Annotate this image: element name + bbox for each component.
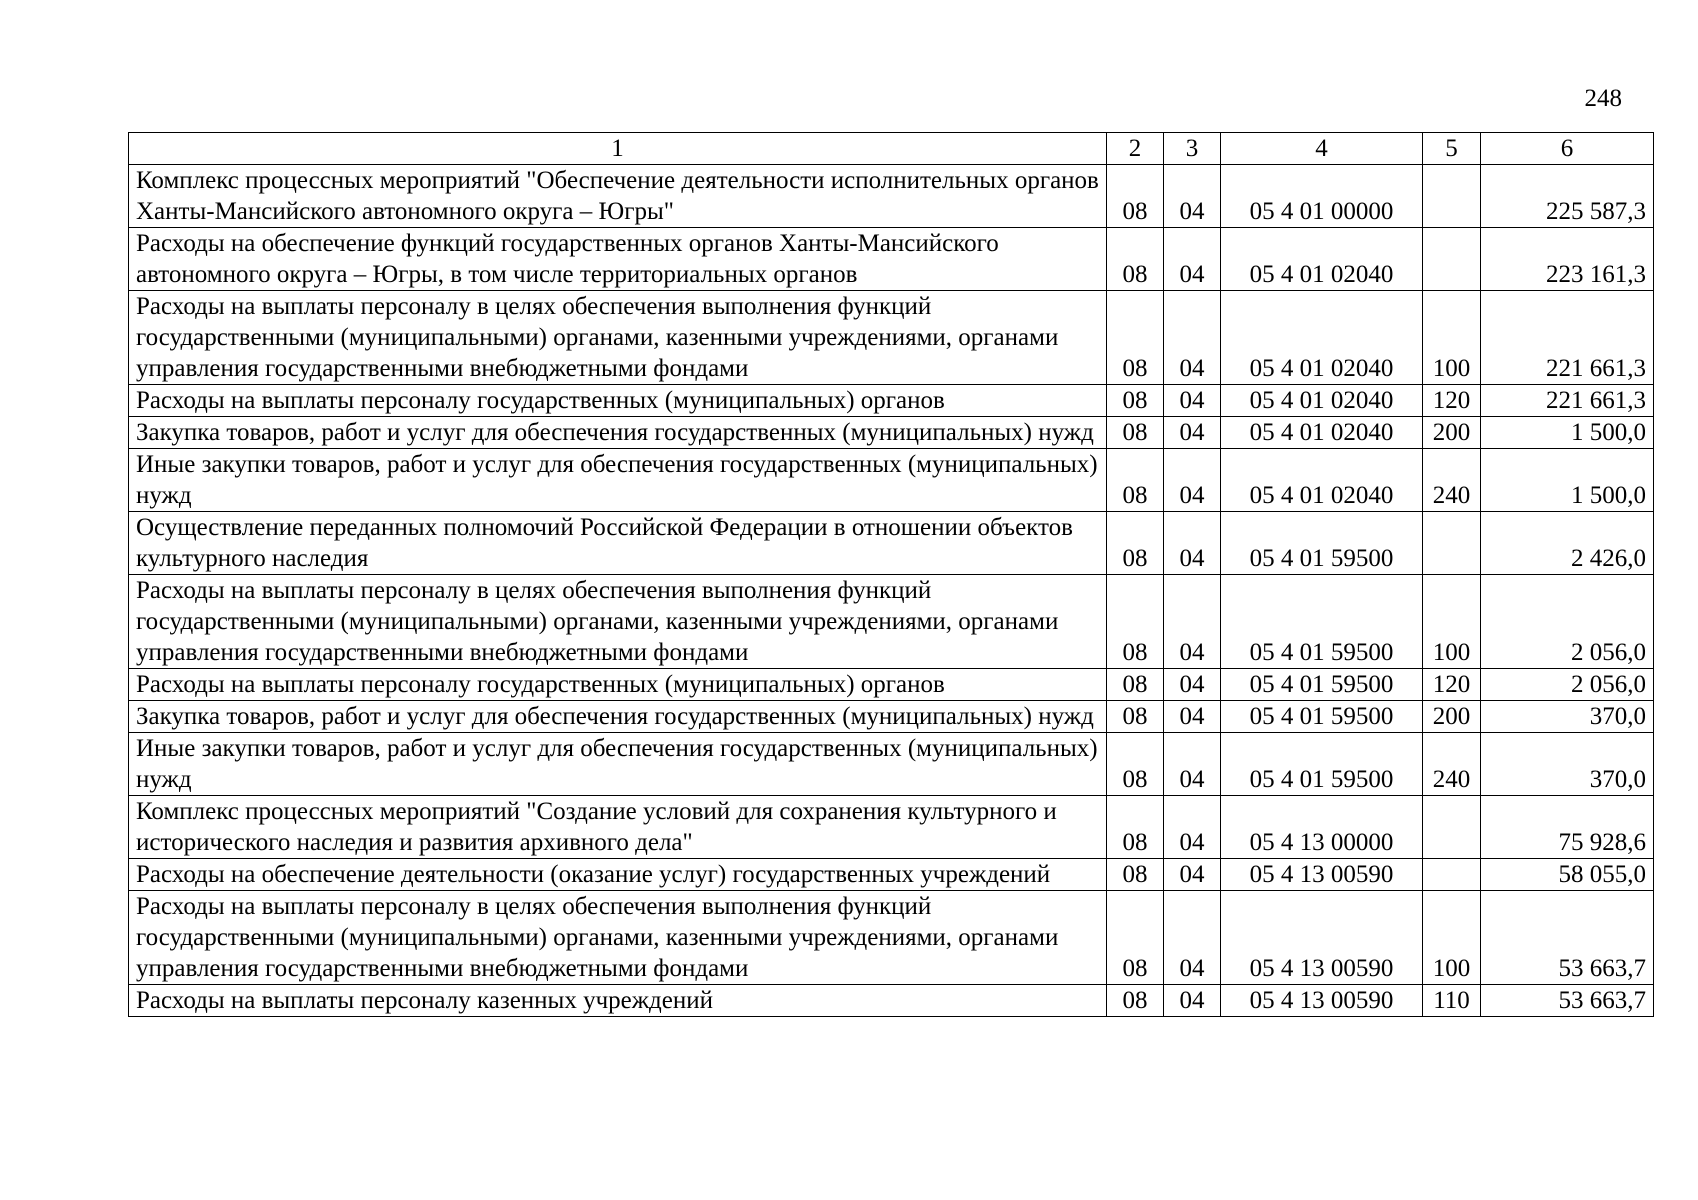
amount-cell: 75 928,6 [1481,796,1654,859]
name-cell: Иные закупки товаров, работ и услуг для обеспечения государственных (муниципальных) нужд [129,449,1107,512]
section-cell: 08 [1107,417,1164,449]
target-item-cell: 05 4 13 00590 [1221,859,1423,891]
table-row [129,891,1654,985]
name-cell: Расходы на выплаты персоналу государственных (муниципальных) органов [129,385,1107,417]
amount-cell: 53 663,7 [1481,985,1654,1017]
table-row [129,859,1654,891]
table-row [129,417,1654,449]
column-header-name: 1 [129,133,1107,165]
table-body [129,165,1654,1017]
section-cell: 08 [1107,891,1164,985]
subsection-cell: 04 [1164,733,1221,796]
amount-cell: 1 500,0 [1481,417,1654,449]
expense-type-cell [1423,859,1481,891]
expense-type-cell [1423,796,1481,859]
expense-type-cell: 240 [1423,449,1481,512]
subsection-cell: 04 [1164,891,1221,985]
name-cell: Комплекс процессных мероприятий "Создание условий для сохранения культурного и исторического наследия и развития архивного дела" [129,796,1107,859]
column-header-target-item: 4 [1221,133,1423,165]
budget-table [128,132,1654,1017]
section-cell: 08 [1107,228,1164,291]
table-row [129,165,1654,228]
subsection-cell: 04 [1164,796,1221,859]
expense-type-cell: 120 [1423,669,1481,701]
name-cell: Комплекс процессных мероприятий "Обеспечение деятельности исполнительных органов Ханты-Мансийского автономного округа – Югры" [129,165,1107,228]
name-cell: Закупка товаров, работ и услуг для обеспечения государственных (муниципальных) нужд [129,701,1107,733]
target-item-cell: 05 4 01 02040 [1221,449,1423,512]
subsection-cell: 04 [1164,385,1221,417]
table-row [129,228,1654,291]
target-item-cell: 05 4 01 59500 [1221,669,1423,701]
table-row [129,449,1654,512]
amount-cell: 370,0 [1481,701,1654,733]
name-cell: Расходы на выплаты персоналу в целях обеспечения выполнения функций государственными (муниципальными) органами, казенными учреждениями, органами управления государственными внебюджетными фондами [129,291,1107,385]
table-header-row [129,133,1654,165]
section-cell: 08 [1107,985,1164,1017]
target-item-cell: 05 4 13 00000 [1221,796,1423,859]
subsection-cell: 04 [1164,701,1221,733]
name-cell: Иные закупки товаров, работ и услуг для обеспечения государственных (муниципальных) нужд [129,733,1107,796]
subsection-cell: 04 [1164,417,1221,449]
section-cell: 08 [1107,859,1164,891]
table-row [129,733,1654,796]
amount-cell: 221 661,3 [1481,385,1654,417]
subsection-cell: 04 [1164,228,1221,291]
column-header-amount: 6 [1481,133,1654,165]
section-cell: 08 [1107,669,1164,701]
target-item-cell: 05 4 01 02040 [1221,417,1423,449]
page-number: 248 [1584,85,1622,112]
expense-type-cell: 240 [1423,733,1481,796]
name-cell: Расходы на обеспечение деятельности (оказание услуг) государственных учреждений [129,859,1107,891]
table-row [129,669,1654,701]
expense-type-cell: 100 [1423,891,1481,985]
name-cell: Расходы на выплаты персоналу в целях обеспечения выполнения функций государственными (муниципальными) органами, казенными учреждениями, органами управления государственными внебюджетными фондами [129,891,1107,985]
target-item-cell: 05 4 01 59500 [1221,733,1423,796]
amount-cell: 53 663,7 [1481,891,1654,985]
table-row [129,985,1654,1017]
expense-type-cell [1423,512,1481,575]
name-cell: Расходы на выплаты персоналу казенных учреждений [129,985,1107,1017]
target-item-cell: 05 4 01 59500 [1221,575,1423,669]
table-row [129,796,1654,859]
name-cell: Закупка товаров, работ и услуг для обеспечения государственных (муниципальных) нужд [129,417,1107,449]
subsection-cell: 04 [1164,575,1221,669]
table-row [129,512,1654,575]
column-header-section: 2 [1107,133,1164,165]
section-cell: 08 [1107,701,1164,733]
target-item-cell: 05 4 01 02040 [1221,385,1423,417]
amount-cell: 1 500,0 [1481,449,1654,512]
amount-cell: 223 161,3 [1481,228,1654,291]
name-cell: Расходы на обеспечение функций государственных органов Ханты-Мансийского автономного округа – Югры, в том числе территориальных органов [129,228,1107,291]
section-cell: 08 [1107,512,1164,575]
column-header-expense-type: 5 [1423,133,1481,165]
section-cell: 08 [1107,733,1164,796]
amount-cell: 225 587,3 [1481,165,1654,228]
amount-cell: 2 056,0 [1481,575,1654,669]
section-cell: 08 [1107,796,1164,859]
target-item-cell: 05 4 13 00590 [1221,891,1423,985]
amount-cell: 2 056,0 [1481,669,1654,701]
expense-type-cell: 110 [1423,985,1481,1017]
table-row [129,385,1654,417]
expense-type-cell [1423,165,1481,228]
target-item-cell: 05 4 13 00590 [1221,985,1423,1017]
amount-cell: 370,0 [1481,733,1654,796]
amount-cell: 2 426,0 [1481,512,1654,575]
name-cell: Осуществление переданных полномочий Российской Федерации в отношении объектов культурного наследия [129,512,1107,575]
amount-cell: 58 055,0 [1481,859,1654,891]
expense-type-cell: 100 [1423,575,1481,669]
subsection-cell: 04 [1164,859,1221,891]
target-item-cell: 05 4 01 00000 [1221,165,1423,228]
expense-type-cell [1423,228,1481,291]
column-header-subsection: 3 [1164,133,1221,165]
subsection-cell: 04 [1164,512,1221,575]
section-cell: 08 [1107,291,1164,385]
target-item-cell: 05 4 01 59500 [1221,701,1423,733]
subsection-cell: 04 [1164,165,1221,228]
table-row [129,575,1654,669]
section-cell: 08 [1107,385,1164,417]
table-row [129,291,1654,385]
section-cell: 08 [1107,165,1164,228]
expense-type-cell: 120 [1423,385,1481,417]
table-row [129,701,1654,733]
target-item-cell: 05 4 01 59500 [1221,512,1423,575]
expense-type-cell: 200 [1423,701,1481,733]
section-cell: 08 [1107,449,1164,512]
section-cell: 08 [1107,575,1164,669]
subsection-cell: 04 [1164,291,1221,385]
subsection-cell: 04 [1164,669,1221,701]
target-item-cell: 05 4 01 02040 [1221,228,1423,291]
subsection-cell: 04 [1164,985,1221,1017]
expense-type-cell: 200 [1423,417,1481,449]
target-item-cell: 05 4 01 02040 [1221,291,1423,385]
name-cell: Расходы на выплаты персоналу в целях обеспечения выполнения функций государственными (муниципальными) органами, казенными учреждениями, органами управления государственными внебюджетными фондами [129,575,1107,669]
name-cell: Расходы на выплаты персоналу государственных (муниципальных) органов [129,669,1107,701]
amount-cell: 221 661,3 [1481,291,1654,385]
expense-type-cell: 100 [1423,291,1481,385]
subsection-cell: 04 [1164,449,1221,512]
